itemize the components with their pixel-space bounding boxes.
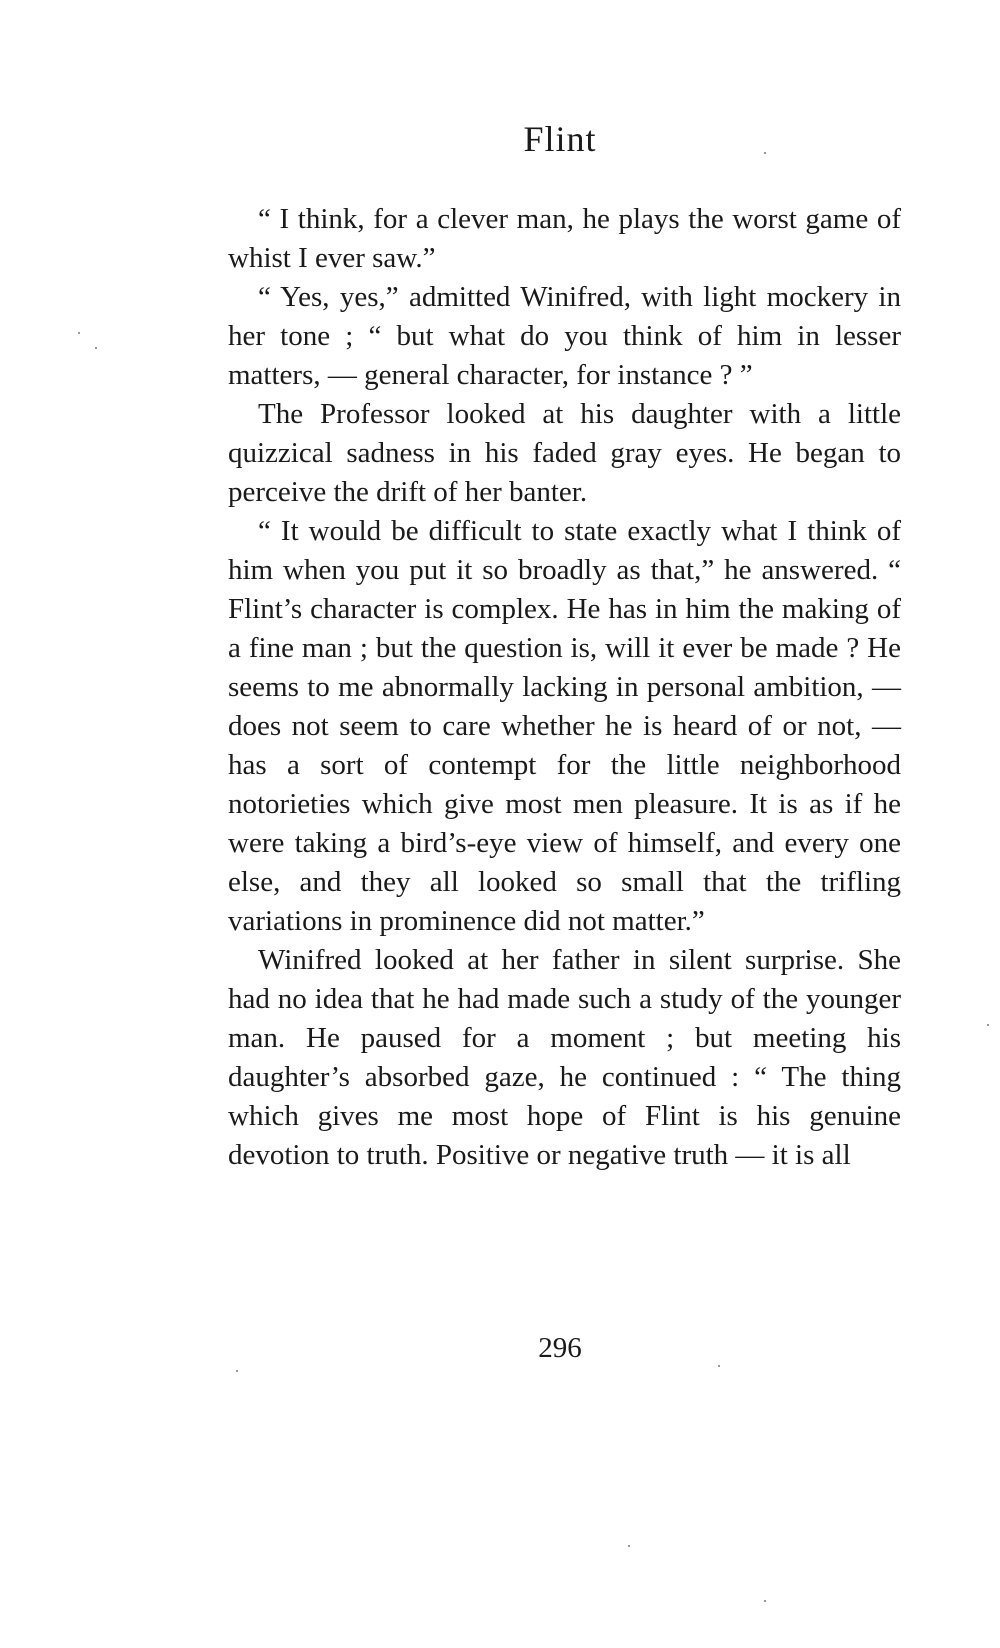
paper-speck <box>78 332 80 334</box>
paper-speck <box>764 1600 766 1602</box>
paragraph-3: The Professor looked at his daughter with a little quizzical sadness in his faded gray eyes. He began to perceive the drift of her banter. <box>228 398 901 508</box>
paragraph-5: Winifred looked at her father in silent surprise. She had no idea that he had made such a study of the younger man. He paused for a moment ; but meeting his daughter’s absorbed gaze, he continued : “ The thing which gives me most hope of Flint is his genuine devotion to truth. Positive or negative truth — it is all <box>228 944 901 1171</box>
paper-speck <box>987 1024 989 1026</box>
page-number: 296 <box>538 1332 582 1364</box>
paragraph-1: “ I think, for a clever man, he plays the worst game of whist I ever saw.” <box>228 203 901 274</box>
paragraph-4: “ It would be difficult to state exactly what I think of him when you put it so broadly as that,” he answered. “ Flint’s character is complex. He has in him the making of a fine man ; but the question is, will it ever be made ? He seems to me abnormally lacking in personal ambition, — does not seem to care whether he is heard of or not, — has a sort of contempt for the little neighborhood notorieties which give most men pleasure. It is as if he were taking a bird’s-eye view of himself, and every one else, and they all looked so small that the trifling variations in prominence did not matter.” <box>228 515 901 937</box>
paper-speck <box>718 1365 720 1367</box>
paper-speck <box>628 1545 630 1547</box>
paper-speck <box>95 347 97 349</box>
paper-speck <box>764 152 766 154</box>
paper-speck <box>236 1370 238 1372</box>
running-head: Flint <box>523 119 597 159</box>
paragraph-2: “ Yes, yes,” admitted Winifred, with light mockery in her tone ; “ but what do you think of him in lesser matters, — general character, for instance ? ” <box>228 281 901 391</box>
body-text <box>228 200 901 1175</box>
